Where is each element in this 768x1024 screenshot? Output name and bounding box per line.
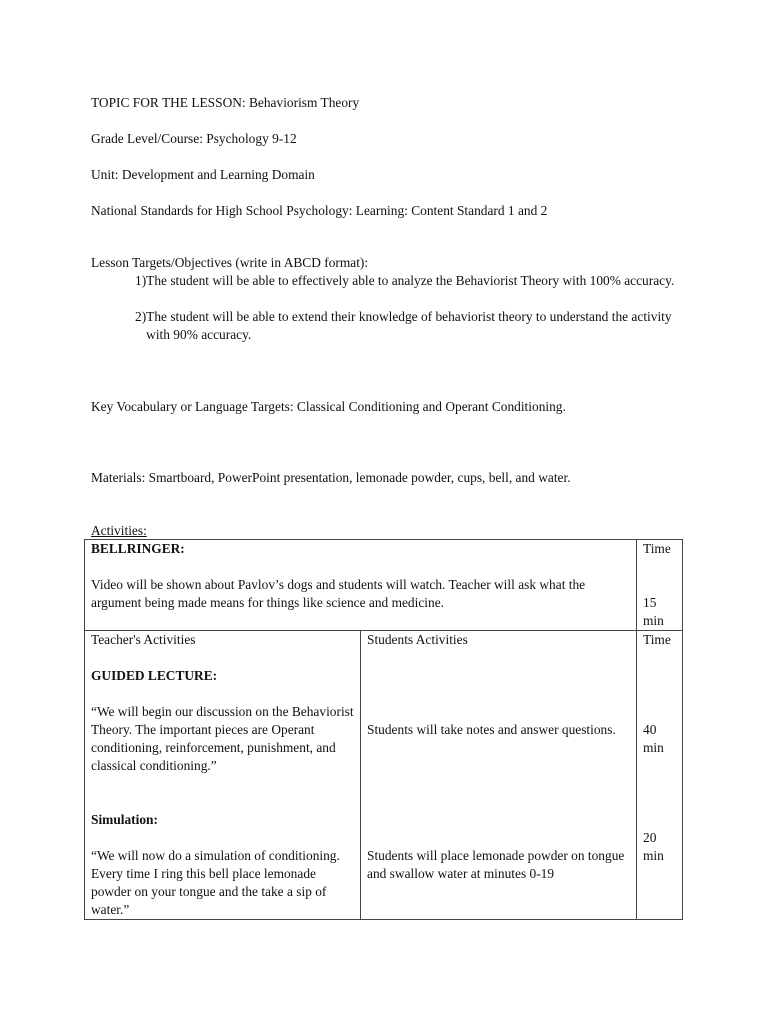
teacher-activities-cell [85, 631, 361, 920]
unit: Unit: Development and Learning Domain [91, 167, 315, 182]
activities-row [85, 631, 683, 920]
bellringer-cell [85, 540, 637, 631]
objective-text: The student will be able to effectively able to analyze the Behaviorist Theory with 100% accuracy. [146, 273, 675, 288]
activities-time-cell [637, 631, 683, 920]
simulation-students: Students will place lemonade powder on tongue and swallow water at minutes 0-19 [367, 848, 625, 881]
guided-lecture-quote: “We will begin our discussion on the Behaviorist Theory. The important pieces are Operant conditioning, reinforcement, punishment, and classical conditioning.” [91, 704, 354, 773]
objectives-heading: Lesson Targets/Objectives (write in ABCD format): [91, 255, 369, 270]
students-activities-header: Students Activities [367, 632, 468, 647]
objective-number: 2) [135, 309, 147, 324]
simulation-quote: “We will now do a simulation of conditioning. Every time I ring this bell place lemonade powder on your tongue and the take a sip of water.” [91, 848, 340, 917]
simulation-time: 20 min [643, 830, 664, 863]
guided-lecture-time: 40 min [643, 722, 664, 755]
materials: Materials: Smartboard, PowerPoint presentation, lemonade powder, cups, bell, and water. [91, 470, 571, 485]
lesson-topic: TOPIC FOR THE LESSON: Behaviorism Theory [91, 95, 360, 110]
bellringer-text: Video will be shown about Pavlov’s dogs and students will watch. Teacher will ask what the argument being made means for things like science and medicine. [91, 577, 586, 610]
guided-lecture-students: Students will take notes and answer questions. [367, 722, 616, 737]
national-standards: National Standards for High School Psychology: Learning: Content Standard 1 and 2 [91, 203, 548, 218]
bellringer-row [85, 540, 683, 631]
grade-level: Grade Level/Course: Psychology 9-12 [91, 131, 297, 146]
activities-label: Activities: [91, 523, 147, 538]
bellringer-time-cell [637, 540, 683, 631]
activities-table [84, 539, 683, 920]
objective-item [135, 308, 680, 344]
objective-item [135, 272, 680, 290]
students-activities-cell [361, 631, 637, 920]
simulation-heading: Simulation: [91, 812, 158, 827]
bellringer-heading: BELLRINGER: [91, 541, 185, 556]
bellringer-time-label: Time [643, 541, 671, 556]
guided-lecture-heading: GUIDED LECTURE: [91, 668, 218, 683]
activities-time-header: Time [643, 632, 671, 647]
key-vocabulary: Key Vocabulary or Language Targets: Classical Conditioning and Operant Conditioning. [91, 399, 566, 414]
objective-text: The student will be able to extend their knowledge of behaviorist theory to understand the activity with 90% accuracy. [146, 309, 672, 342]
objective-number: 1) [135, 273, 147, 288]
bellringer-time-value: 15 min [643, 595, 664, 628]
teacher-activities-header: Teacher's Activities [91, 632, 196, 647]
